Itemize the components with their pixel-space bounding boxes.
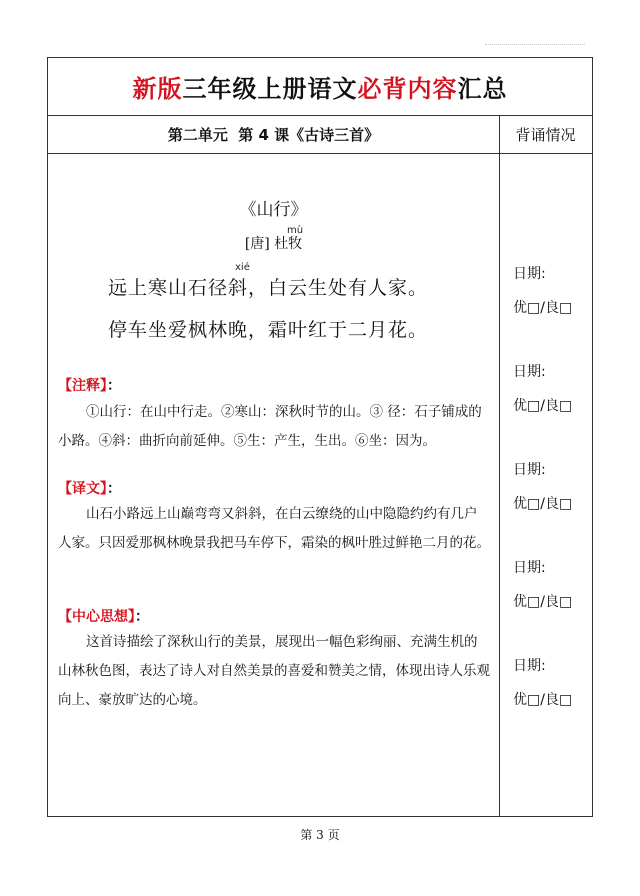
recitation-entry-5 (513, 655, 572, 709)
title-part-new: 新版 (132, 75, 183, 103)
central-idea-text: 这首诗描绘了深秋山行的美景，展现出一幅色彩绚丽、充满生机的山林秋色图，表达了诗人对自然美景的喜爱和赞美之情，体现出诗人乐观向上、豪放旷达的心境。 (58, 634, 490, 708)
section-heading-central-idea: 【中心思想】： (58, 609, 149, 625)
rating-checkboxes[interactable]: 优□/良□ (513, 692, 573, 708)
page-title (48, 58, 592, 116)
rating-checkboxes[interactable]: 优□/良□ (513, 300, 573, 316)
date-label: 日期: (513, 560, 546, 576)
worksheet-table (47, 57, 593, 817)
section-heading-notes: 【注释】： (58, 378, 121, 394)
pinyin-mu: mù (287, 225, 304, 236)
rating-checkboxes[interactable]: 优□/良□ (513, 398, 573, 414)
pinyin-xie: xié (235, 262, 250, 273)
date-label: 日期: (513, 658, 546, 674)
translation-text: 山石小路远上山巅弯弯又斜斜，在白云缭绕的山中隐隐约约有几户人家。只因爱那枫林晚景我把马车停下，霜染的枫叶胜过鲜艳二月的花。 (58, 506, 490, 551)
section-heading-translation: 【译文】： (58, 481, 121, 497)
recitation-entry-3 (513, 459, 572, 513)
title-part-summary: 汇总 (457, 75, 508, 103)
date-label: 日期: (513, 266, 546, 282)
author-name: 杜牧 (274, 236, 303, 252)
notes-text: ①山行：在山中行走。②寒山：深秋时节的山。③ 径：石子铺成的小路。④斜：曲折向前延伸。⑤生：产生，生出。⑥坐：因为。 (58, 404, 482, 449)
date-label: 日期: (513, 462, 546, 478)
rating-checkboxes[interactable]: 优□/良□ (513, 496, 573, 512)
column-divider (499, 115, 500, 816)
recitation-entry-4 (513, 557, 572, 611)
page-number: 第 3 页 (300, 828, 340, 842)
title-part-grade: 三年级上册语文 (182, 75, 358, 103)
poem-author (48, 233, 499, 253)
title-part-must: 必背内容 (357, 75, 458, 103)
recitation-entry-2 (513, 361, 572, 415)
header-row (48, 115, 592, 154)
poem-line-1: 远上寒山石径斜，白云生处有人家。 (108, 277, 429, 299)
poem-title: 《山行》 (239, 200, 308, 220)
lesson-heading: 第二单元 第 4 课《古诗三首》 (167, 125, 380, 144)
rating-checkboxes[interactable]: 优□/良□ (513, 594, 573, 610)
dynasty-label: [唐] (244, 236, 275, 252)
recitation-status-heading: 背诵情况 (515, 125, 576, 144)
poem-line-2: 停车坐爱枫林晚，霜叶红于二月花。 (108, 319, 429, 341)
corner-watermark-line (485, 44, 585, 45)
recitation-entry-1 (513, 263, 572, 317)
date-label: 日期: (513, 364, 546, 380)
